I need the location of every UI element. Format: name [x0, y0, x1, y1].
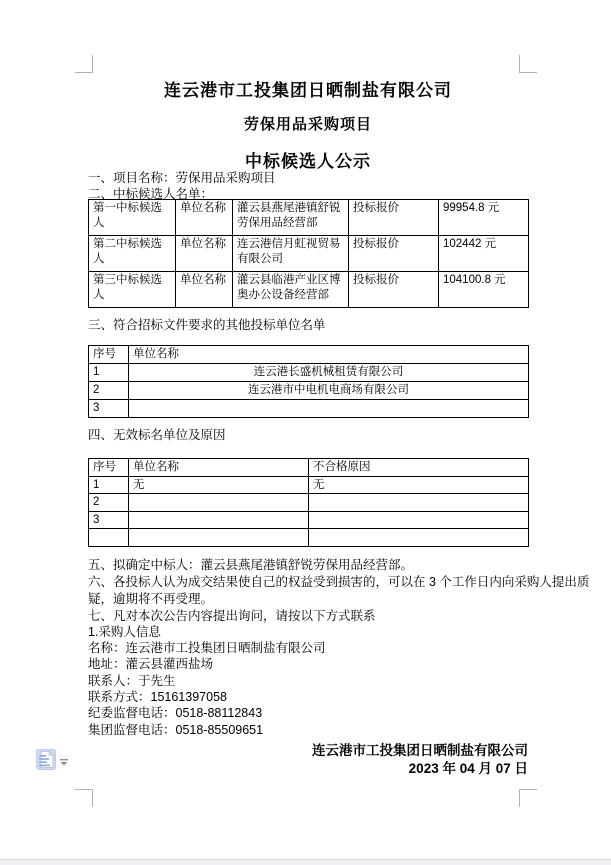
doc-title-project: 劳保用品采购项目	[243, 116, 372, 133]
paste-options-icon[interactable]	[36, 748, 57, 770]
table-header-row	[89, 459, 529, 477]
table-row	[89, 236, 529, 272]
cell-unit-name: 连云港长盛机械租赁有限公司	[129, 364, 529, 382]
cell-no: 3	[89, 511, 129, 529]
other-bidders-table	[88, 345, 529, 418]
cell-no: 2	[89, 382, 129, 400]
header-unit-name: 单位名称	[129, 459, 309, 477]
cell-unit-name: 灌云县临港产业区博奥办公设备经营部	[233, 272, 349, 308]
table-row	[89, 382, 529, 400]
text-boundary-mark-bottom-right	[519, 789, 537, 807]
cell-price: 102442 元	[439, 236, 529, 272]
table-row	[89, 529, 529, 547]
header-reason: 不合格原因	[309, 459, 529, 477]
cell-no: 3	[89, 400, 129, 418]
cell-price: 99954.8 元	[439, 200, 529, 236]
cell-unit-label: 单位名称	[176, 272, 233, 308]
table-row	[89, 200, 529, 236]
buyer-address-line: 地址：灌云县灌西盐场	[88, 657, 214, 671]
cell-unit-name: 连云港市中电机电商场有限公司	[129, 382, 529, 400]
cell-rank: 第三中标候选人	[89, 272, 176, 308]
buyer-info-heading: 1.采购人信息	[88, 625, 161, 639]
buyer-phone-line: 联系方式：15161397058	[88, 690, 227, 704]
cell-no	[89, 529, 129, 547]
cell-price-label: 投标报价	[349, 236, 439, 272]
text-boundary-mark-bottom-left	[75, 789, 93, 807]
signature-company: 连云港市工投集团日晒制盐有限公司	[312, 743, 528, 758]
cell-no: 1	[89, 364, 129, 382]
section-4-invalid-bids-label: 四、无效标名单位及原因	[88, 428, 226, 442]
section-3-other-bidders-label: 三、符合招标文件要求的其他投标单位名单	[88, 318, 326, 332]
header-no: 序号	[89, 346, 129, 364]
table-row	[89, 494, 529, 512]
cell-unit-name	[129, 494, 309, 512]
text-boundary-mark-top-left	[75, 55, 93, 73]
table-row	[89, 364, 529, 382]
cell-rank: 第二中标候选人	[89, 236, 176, 272]
cell-unit-name	[129, 529, 309, 547]
table-row	[89, 476, 529, 494]
cell-unit-label: 单位名称	[176, 236, 233, 272]
section-6-objection-line1: 六、各投标人认为成交结果使自己的权益受到损害的，可以在 3 个工作日内向采购人提出质	[88, 575, 590, 589]
cell-unit-name	[129, 511, 309, 529]
section-2-candidate-list-label: 二、中标候选人名单：	[88, 187, 214, 201]
doc-title-company: 连云港市工投集团日晒制盐有限公司	[164, 81, 452, 100]
discipline-phone-line: 纪委监督电话：0518-88112843	[88, 706, 263, 720]
chevron-down-icon[interactable]	[59, 754, 69, 764]
buyer-contact-person-line: 联系人：于先生	[88, 674, 176, 688]
cell-reason	[309, 529, 529, 547]
table-row	[89, 272, 529, 308]
cell-price-label: 投标报价	[349, 272, 439, 308]
cell-reason: 无	[309, 476, 529, 494]
section-7-contact-label: 七、凡对本次公告内容提出询问，请按以下方式联系	[88, 609, 376, 623]
signature-date: 2023 年 04 月 07 日	[408, 761, 528, 776]
cell-price: 104100.8 元	[439, 272, 529, 308]
cell-unit-name	[129, 400, 529, 418]
cell-unit-label: 单位名称	[176, 200, 233, 236]
cell-price-label: 投标报价	[349, 200, 439, 236]
header-unit-name: 单位名称	[129, 346, 529, 364]
cell-unit-name: 灌云县燕尾港镇舒锐劳保用品经营部	[233, 200, 349, 236]
header-no: 序号	[89, 459, 129, 477]
section-6-objection-line2: 疑，逾期将不再受理。	[88, 592, 214, 606]
section-5-awardee: 五、拟确定中标人：灌云县燕尾港镇舒锐劳保用品经营部。	[88, 558, 414, 572]
candidates-table	[88, 199, 529, 308]
cell-no: 2	[89, 494, 129, 512]
group-phone-line: 集团监督电话：0518-85509651	[88, 723, 264, 737]
section-1-project-name: 一、项目名称：劳保用品采购项目	[88, 171, 276, 185]
cell-no: 1	[89, 476, 129, 494]
table-row	[89, 400, 529, 418]
buyer-name-line: 名称：连云港市工投集团日晒制盐有限公司	[88, 641, 326, 655]
text-boundary-mark-top-right	[519, 55, 537, 73]
window-bottom-edge	[0, 859, 611, 865]
table-header-row	[89, 346, 529, 364]
cell-unit-name: 连云港信月虹视贸易有限公司	[233, 236, 349, 272]
cell-reason	[309, 511, 529, 529]
table-row	[89, 511, 529, 529]
cell-rank: 第一中标候选人	[89, 200, 176, 236]
invalid-bids-table	[88, 458, 529, 547]
cell-unit-name: 无	[129, 476, 309, 494]
doc-title-notice: 中标候选人公示	[245, 152, 371, 171]
cell-reason	[309, 494, 529, 512]
